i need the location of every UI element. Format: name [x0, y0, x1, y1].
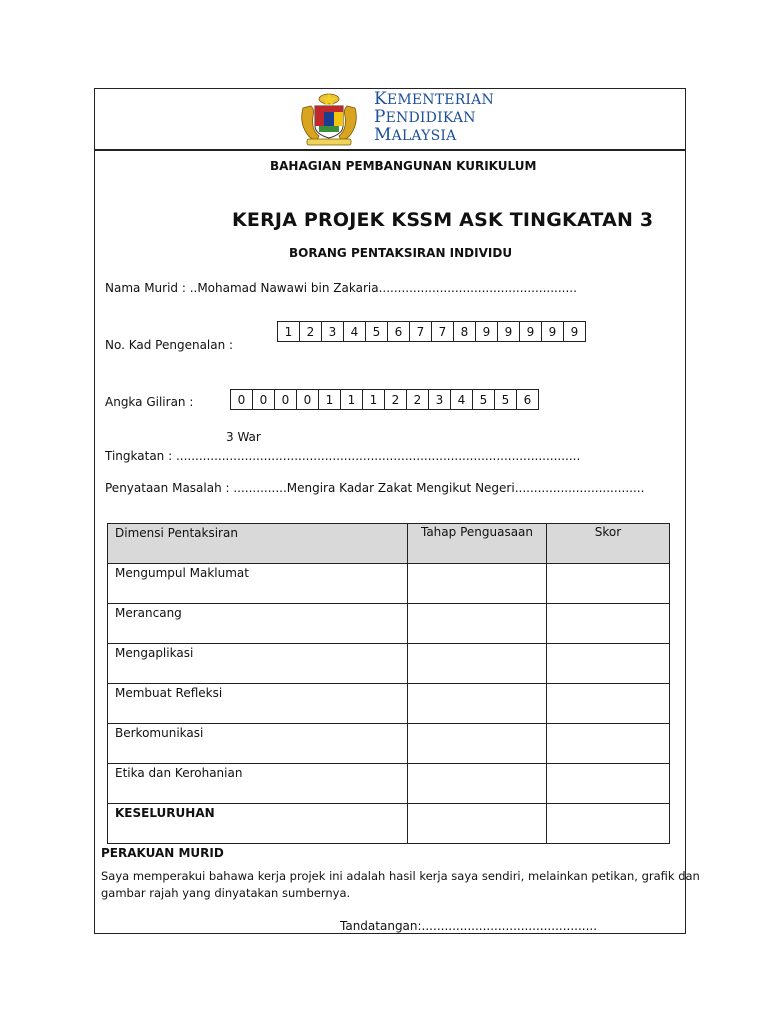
score-cell[interactable] — [547, 644, 670, 684]
level-cell[interactable] — [408, 684, 547, 724]
level-cell[interactable] — [408, 644, 547, 684]
score-cell[interactable] — [547, 764, 670, 804]
digit-box: 1 — [319, 390, 341, 409]
overall-level-cell[interactable] — [408, 804, 547, 844]
col-dimension-header: Dimensi Pentaksiran — [108, 524, 408, 564]
digit-box: 1 — [341, 390, 363, 409]
col-level-header: Tahap Penguasaan — [408, 524, 547, 564]
form-subtitle: BORANG PENTAKSIRAN INDIVIDU — [289, 246, 513, 260]
level-cell[interactable] — [408, 764, 547, 804]
digit-box: 5 — [366, 322, 388, 341]
dimension-cell: Etika dan Kerohanian — [108, 764, 408, 804]
index-number-boxes — [230, 389, 539, 410]
digit-box: 7 — [432, 322, 454, 341]
ministry-line-3: MALAYSIA — [374, 125, 457, 145]
level-cell[interactable] — [408, 564, 547, 604]
table-row — [108, 724, 670, 764]
class-value: 3 War — [226, 430, 261, 444]
ministry-name — [374, 91, 494, 145]
digit-box: 4 — [451, 390, 473, 409]
ic-label: No. Kad Pengenalan : — [105, 338, 234, 352]
digit-box: 9 — [498, 322, 520, 341]
table-row — [108, 564, 670, 604]
digit-box: 9 — [476, 322, 498, 341]
digit-box: 9 — [570, 324, 579, 339]
score-cell[interactable] — [547, 604, 670, 644]
declaration-heading: PERAKUAN MURID — [101, 846, 224, 860]
digit-box: 5 — [495, 390, 517, 409]
dimension-cell: Membuat Refleksi — [108, 684, 408, 724]
digit-box: 1 — [363, 390, 385, 409]
ministry-line-2: PENDIDIKAN — [374, 107, 476, 127]
digit-box: 6 — [523, 392, 532, 407]
assessment-form — [94, 88, 700, 934]
dimension-cell: Mengumpul Maklumat — [108, 564, 408, 604]
table-header-row — [108, 524, 670, 564]
digit-box: 2 — [300, 322, 322, 341]
overall-row — [108, 804, 670, 844]
table-row — [108, 684, 670, 724]
digit-box: 3 — [322, 322, 344, 341]
dimension-cell: Berkomunikasi — [108, 724, 408, 764]
digit-box: 9 — [520, 322, 542, 341]
digit-box: 0 — [297, 390, 319, 409]
class-field: Tingkatan : .......................................................................................................... — [105, 449, 581, 463]
problem-statement-field: Penyataan Masalah : ..............Mengira Kadar Zakat Mengikut Negeri.................................. — [105, 481, 645, 495]
dimension-cell: Merancang — [108, 604, 408, 644]
form-header — [95, 89, 685, 151]
declaration-text-line-1: Saya memperakui bahawa kerja projek ini adalah hasil kerja saya sendiri, melainkan petikan, grafik dan — [101, 869, 700, 883]
digit-box: 3 — [429, 390, 451, 409]
digit-box: 7 — [410, 322, 432, 341]
dimension-cell: Mengaplikasi — [108, 644, 408, 684]
coat-of-arms-icon — [297, 92, 361, 148]
digit-box: 2 — [385, 390, 407, 409]
division-name: BAHAGIAN PEMBANGUNAN KURIKULUM — [270, 159, 537, 173]
signature-field: Tandatangan:.............................................. — [340, 919, 598, 933]
overall-label: KESELURUHAN — [108, 804, 408, 844]
score-cell[interactable] — [547, 724, 670, 764]
overall-score-cell[interactable] — [547, 804, 670, 844]
student-name-field: Nama Murid : ..Mohamad Nawawi bin Zakaria.................................................... — [105, 281, 577, 295]
ic-number-boxes — [277, 321, 586, 342]
table-row — [108, 604, 670, 644]
digit-box: 8 — [454, 322, 476, 341]
digit-box: 9 — [542, 322, 564, 341]
digit-box: 2 — [407, 390, 429, 409]
assessment-table — [107, 523, 670, 844]
digit-box: 0 — [275, 390, 297, 409]
score-cell[interactable] — [547, 564, 670, 604]
digit-box: 6 — [388, 322, 410, 341]
ministry-line-1: KEMENTERIAN — [374, 89, 494, 109]
declaration-text-line-2: gambar rajah yang dinyatakan sumbernya. — [101, 886, 351, 900]
level-cell[interactable] — [408, 604, 547, 644]
digit-box: 1 — [278, 322, 300, 341]
digit-box: 0 — [253, 390, 275, 409]
digit-box: 5 — [473, 390, 495, 409]
col-score-header: Skor — [547, 524, 670, 564]
score-cell[interactable] — [547, 684, 670, 724]
digit-box: 0 — [231, 390, 253, 409]
form-title: KERJA PROJEK KSSM ASK TINGKATAN 3 — [232, 209, 654, 231]
level-cell[interactable] — [408, 724, 547, 764]
index-label: Angka Giliran : — [105, 395, 194, 409]
digit-box: 4 — [344, 322, 366, 341]
table-row — [108, 764, 670, 804]
table-row — [108, 644, 670, 684]
